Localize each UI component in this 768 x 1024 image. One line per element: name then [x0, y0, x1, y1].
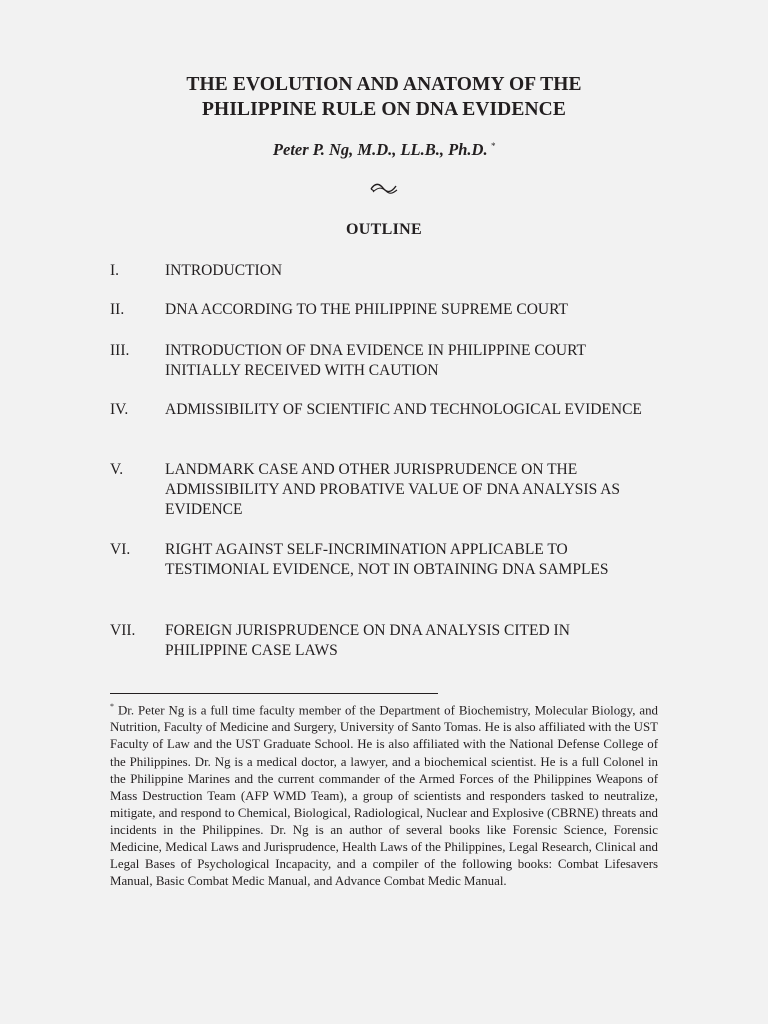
outline-item-text: LANDMARK CASE AND OTHER JURISPRUDENCE ON THE ADMISSIBILITY AND PROBATIVE VALUE OF DNA ANALYSIS AS EVIDENCE: [165, 461, 621, 518]
outline-item-text: ADMISSIBILITY OF SCIENTIFIC AND TECHNOLOGICAL EVIDENCE: [165, 401, 642, 418]
article-title: [0, 72, 768, 122]
outline-item-number: V.: [110, 461, 124, 478]
author-footnote-marker: *: [490, 140, 496, 151]
outline-item: [110, 621, 670, 661]
outline-item: [110, 261, 670, 281]
footnote-divider: [110, 693, 438, 694]
flourish-ornament-icon: [369, 181, 399, 195]
outline-item-text: DNA ACCORDING TO THE PHILIPPINE SUPREME COURT: [165, 301, 568, 318]
outline-item-number: IV.: [110, 401, 129, 418]
outline-item: [110, 540, 670, 600]
outline-item-text: FOREIGN JURISPRUDENCE ON DNA ANALYSIS CITED IN PHILIPPINE CASE LAWS: [165, 622, 570, 659]
author-byline: [0, 140, 768, 160]
outline-item-text: INTRODUCTION OF DNA EVIDENCE IN PHILIPPINE COURT INITIALLY RECEIVED WITH CAUTION: [165, 342, 586, 379]
outline-item-number: VII.: [110, 622, 136, 639]
outline-heading: OUTLINE: [346, 221, 422, 238]
author-name: Peter P. Ng, M.D., LL.B., Ph.D.: [272, 140, 488, 159]
outline-item-text: INTRODUCTION: [165, 262, 283, 279]
outline-item: [110, 300, 670, 320]
outline-item-number: III.: [110, 342, 130, 359]
footnote: [110, 698, 658, 890]
outline-item: [110, 341, 670, 381]
footnote-text: Dr. Peter Ng is a full time faculty member of the Department of Biochemistry, Molecular Biology, and Nutrition, Faculty of Medicine and Surgery, University of Santo Tomas. He is also affiliated with the UST Faculty of Law and the UST Graduate School. He is also affiliated with the National Defense College of the Philippines. Dr. Ng is a medical doctor, a lawyer, and a biochemical scientist. He is a full Colonel in the Philippine Marines and the current commander of the Armed Forces of the Philippines Weapons of Mass Destruction Team (AFP WMD Team), a group of scientists and responders tasked to neutralize, mitigate, and respond to Chemical, Biological, Radiological, Nuclear and Explosive (CBRNE) threats and incidents in the Philippines. Dr. Ng is an author of several books like Forensic Science, Forensic Medicine, Medical Laws and Jurisprudence, Health Laws of the Philippines, Legal Research, Clinical and Legal Bases of Psychological Incapacity, and a compiler of the following books: Combat Lifesavers Manual, Basic Combat Medic Manual, and Advance Combat Medic Manual.: [110, 703, 658, 889]
outline-item-text: RIGHT AGAINST SELF-INCRIMINATION APPLICABLE TO TESTIMONIAL EVIDENCE, NOT IN OBTAINING DNA SAMPLES: [165, 541, 609, 578]
footnote-marker: *: [110, 702, 114, 711]
outline-item-number: II.: [110, 301, 125, 318]
title-line-2: PHILIPPINE RULE ON DNA EVIDENCE: [202, 99, 566, 120]
outline-item: [110, 400, 670, 440]
outline-item-number: I.: [110, 262, 120, 279]
outline-item: [110, 460, 670, 520]
outline-item-number: VI.: [110, 541, 131, 558]
title-line-1: THE EVOLUTION AND ANATOMY OF THE: [186, 74, 582, 95]
